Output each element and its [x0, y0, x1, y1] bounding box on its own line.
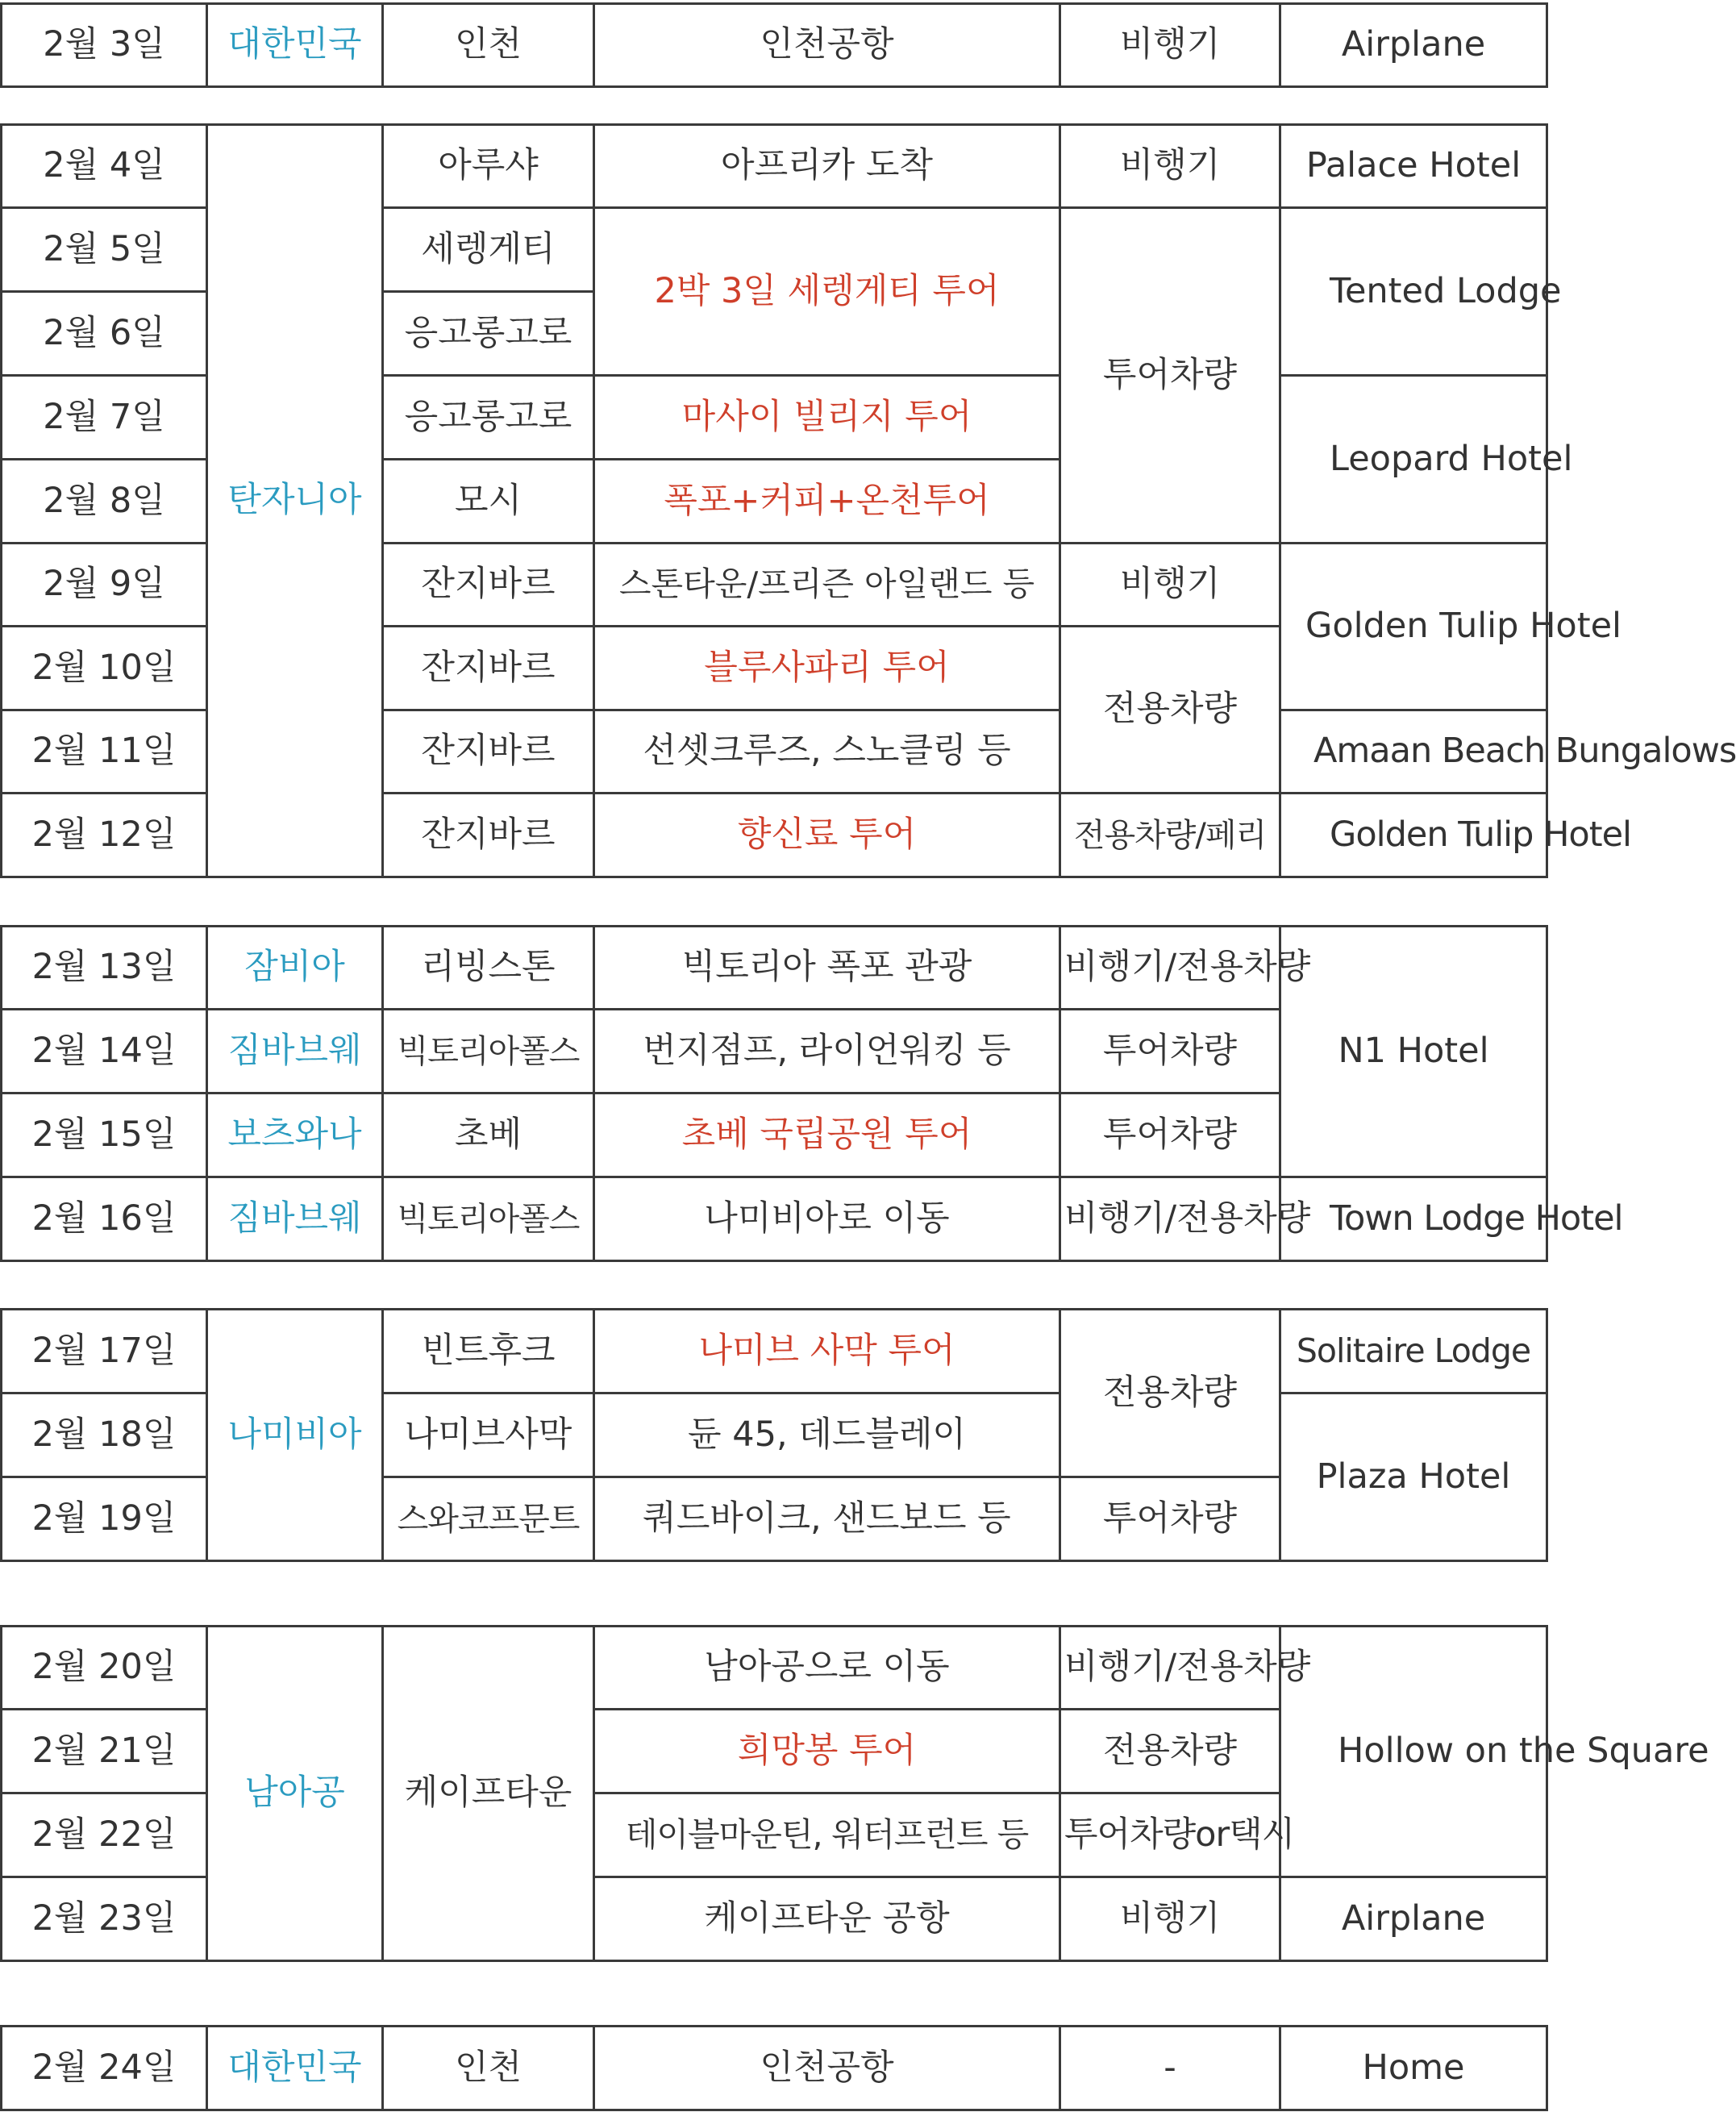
hotel-cell: Golden Tulip Hotel: [1280, 794, 1547, 877]
date-cell: 2월 23일: [2, 1877, 207, 1961]
transport-cell: 투어차량or택시: [1060, 1793, 1280, 1877]
date-cell: 2월 11일: [2, 710, 207, 794]
n1-hotel-cell: N1 Hotel: [1280, 927, 1547, 1177]
hotel-cell: Palace Hotel: [1280, 125, 1547, 208]
hotel-cell: Amaan Beach Bungalows: [1280, 710, 1547, 794]
schedule-cell: 케이프타운 공항: [594, 1877, 1060, 1961]
tented-lodge-cell: Tented Lodge: [1280, 208, 1547, 376]
date-cell: 2월 22일: [2, 1793, 207, 1877]
schedule-cell: 듄 45, 데드블레이: [594, 1393, 1060, 1477]
private-vehicle-cell: 전용차량: [1060, 1310, 1280, 1477]
date-cell: 2월 16일: [2, 1177, 207, 1261]
schedule-cell: 나미비아로 이동: [594, 1177, 1060, 1261]
date-cell: 2월 5일: [2, 208, 207, 292]
date-cell: 2월 13일: [2, 927, 207, 1010]
date-cell: 2월 15일: [2, 1093, 207, 1177]
date-cell: 2월 4일: [2, 125, 207, 208]
bluesafari-tour-cell: 블루사파리 투어: [594, 627, 1060, 710]
schedule-cell: 초베 국립공원 투어: [594, 1093, 1060, 1177]
city-cell: 응고롱고로: [383, 376, 594, 460]
schedule-cell: 빅토리아 폭포 관광: [594, 927, 1060, 1010]
hotel-cell: Home: [1280, 2027, 1547, 2110]
tour-vehicle-cell: 투어차량: [1060, 208, 1280, 544]
schedule-cell: 번지점프, 라이언워킹 등: [594, 1010, 1060, 1093]
country-cell: 대한민국: [207, 2027, 383, 2110]
schedule-cell: 쿼드바이크, 샌드보드 등: [594, 1477, 1060, 1561]
date-cell: 2월 19일: [2, 1477, 207, 1561]
city-cell: 잔지바르: [383, 794, 594, 877]
golden-tulip-hotel-cell: Golden Tulip Hotel: [1280, 544, 1547, 710]
table-row: [2, 927, 1547, 1010]
moshi-tour-cell: 폭포+커피+온천투어: [594, 460, 1060, 544]
city-cell: 초베: [383, 1093, 594, 1177]
schedule-cell: 인천공항: [594, 4, 1060, 87]
table-row: [2, 4, 1547, 87]
schedule-table-victoria-falls: [0, 925, 1623, 1262]
date-cell: 2월 14일: [2, 1010, 207, 1093]
transport-cell: 전용차량/페리: [1060, 794, 1280, 877]
maasai-tour-cell: 마사이 빌리지 투어: [594, 376, 1060, 460]
city-cell: 아루샤: [383, 125, 594, 208]
city-cell: 인천: [383, 4, 594, 87]
city-cell: 빅토리아폴스: [383, 1010, 594, 1093]
transport-cell: 비행기/전용차량: [1060, 927, 1280, 1010]
table-row: [2, 1310, 1547, 1393]
date-cell: 2월 20일: [2, 1627, 207, 1710]
date-cell: 2월 3일: [2, 4, 207, 87]
city-cell: 빅토리아폴스: [383, 1177, 594, 1261]
transport-cell: -: [1060, 2027, 1280, 2110]
schedule-table-tanzania: [0, 123, 1736, 878]
date-cell: 2월 21일: [2, 1710, 207, 1793]
city-cell: 세렝게티: [383, 208, 594, 292]
city-cell: 응고롱고로: [383, 292, 594, 376]
country-cell: 남아공: [207, 1627, 383, 1961]
schedule-cell: 희망봉 투어: [594, 1710, 1060, 1793]
city-cell: 모시: [383, 460, 594, 544]
schedule-table-return: [0, 2025, 1548, 2111]
transport-cell: 비행기: [1060, 544, 1280, 627]
plaza-hotel-cell: Plaza Hotel: [1280, 1393, 1547, 1561]
date-cell: 2월 6일: [2, 292, 207, 376]
city-cell: 잔지바르: [383, 627, 594, 710]
country-cell: 보츠와나: [207, 1093, 383, 1177]
date-cell: 2월 12일: [2, 794, 207, 877]
city-cell: 케이프타운: [383, 1627, 594, 1961]
transport-cell: 투어차량: [1060, 1477, 1280, 1561]
schedule-cell: 인천공항: [594, 2027, 1060, 2110]
city-cell: 빈트후크: [383, 1310, 594, 1393]
country-cell: 짐바브웨: [207, 1177, 383, 1261]
country-cell: 대한민국: [207, 4, 383, 87]
schedule-table-namibia: [0, 1308, 1548, 1562]
table-row: [2, 1627, 1547, 1710]
schedule-table-south-africa: [0, 1625, 1709, 1962]
schedule-cell: 스톤타운/프리즌 아일랜드 등: [594, 544, 1060, 627]
date-cell: 2월 7일: [2, 376, 207, 460]
transport-cell: 비행기: [1060, 4, 1280, 87]
transport-cell: 비행기/전용차량: [1060, 1177, 1280, 1261]
hotel-cell: Airplane: [1280, 1877, 1547, 1961]
country-cell: 나미비아: [207, 1310, 383, 1561]
date-cell: 2월 9일: [2, 544, 207, 627]
date-cell: 2월 17일: [2, 1310, 207, 1393]
table-row: [2, 125, 1547, 208]
date-cell: 2월 10일: [2, 627, 207, 710]
date-cell: 2월 8일: [2, 460, 207, 544]
leopard-hotel-cell: Leopard Hotel: [1280, 376, 1547, 544]
table-row: [2, 2027, 1547, 2110]
city-cell: 인천: [383, 2027, 594, 2110]
city-cell: 잔지바르: [383, 710, 594, 794]
hollow-hotel-cell: Hollow on the Square: [1280, 1627, 1547, 1877]
hotel-cell: Airplane: [1280, 4, 1547, 87]
schedule-table-departure: [0, 2, 1548, 88]
date-cell: 2월 18일: [2, 1393, 207, 1477]
city-cell: 리빙스톤: [383, 927, 594, 1010]
country-cell: 탄자니아: [207, 125, 383, 877]
city-cell: 나미브사막: [383, 1393, 594, 1477]
schedule-cell: 나미브 사막 투어: [594, 1310, 1060, 1393]
serengeti-tour-cell: 2박 3일 세렝게티 투어: [594, 208, 1060, 376]
transport-cell: 투어차량: [1060, 1010, 1280, 1093]
hotel-cell: Solitaire Lodge: [1280, 1310, 1547, 1393]
table-row: [2, 1177, 1547, 1261]
country-cell: 잠비아: [207, 927, 383, 1010]
schedule-cell: 선셋크루즈, 스노클링 등: [594, 710, 1060, 794]
schedule-cell: 아프리카 도착: [594, 125, 1060, 208]
schedule-cell: 남아공으로 이동: [594, 1627, 1060, 1710]
transport-cell: 투어차량: [1060, 1093, 1280, 1177]
private-vehicle-cell: 전용차량: [1060, 627, 1280, 794]
transport-cell: 비행기: [1060, 125, 1280, 208]
transport-cell: 전용차량: [1060, 1710, 1280, 1793]
city-cell: 잔지바르: [383, 544, 594, 627]
date-cell: 2월 24일: [2, 2027, 207, 2110]
transport-cell: 비행기: [1060, 1877, 1280, 1961]
country-cell: 짐바브웨: [207, 1010, 383, 1093]
hotel-cell: Town Lodge Hotel: [1280, 1177, 1547, 1261]
transport-cell: 비행기/전용차량: [1060, 1627, 1280, 1710]
schedule-cell: 테이블마운틴, 워터프런트 등: [594, 1793, 1060, 1877]
city-cell: 스와코프문트: [383, 1477, 594, 1561]
spice-tour-cell: 향신료 투어: [594, 794, 1060, 877]
